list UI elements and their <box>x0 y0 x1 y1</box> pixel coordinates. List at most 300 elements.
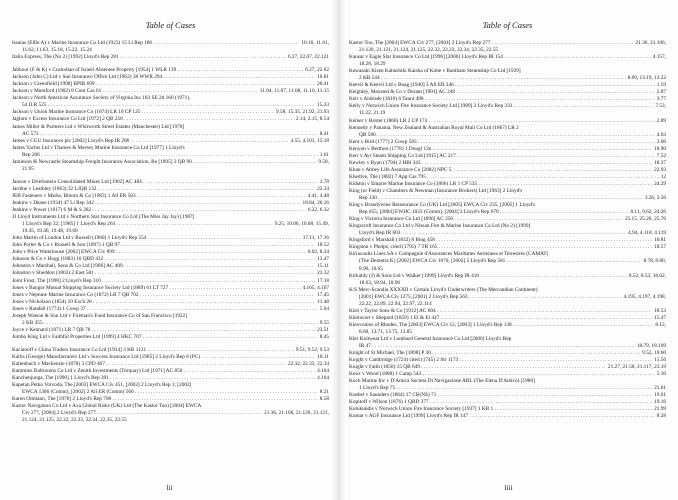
case-entry-line <box>349 378 666 385</box>
paragraph-references: 12 <box>660 173 666 180</box>
case-entry-line <box>349 209 666 216</box>
paragraph-references: 20.41 <box>317 81 329 88</box>
paragraph-references: 7.53, <box>655 103 666 110</box>
paragraph-references: 13.47 <box>317 256 329 263</box>
case-citation: Lloyd's Rep IR 603 . . . <box>359 230 626 237</box>
paragraph-references: 3.26, 3.56 <box>644 195 666 202</box>
case-entry <box>12 109 329 116</box>
case-citation: 18.28, 18.29 <box>359 61 386 68</box>
case-citation: Jackson v Mumford (1902) 8 Com Cas 61 . . . <box>12 88 258 95</box>
case-entry-line <box>349 266 666 273</box>
case-entry <box>12 179 329 186</box>
paragraph-references: 6.27, 22.62 <box>305 67 329 74</box>
paragraph-references: 17.45 <box>317 291 329 298</box>
case-entry-line <box>349 223 666 230</box>
case-entry-line <box>12 102 329 109</box>
case-citation: Kingscroft Insurance Co Ltd v Nissan Fire & Marine Insurance Co Ltd (No 2) [1999] <box>349 223 531 230</box>
case-citation: John v Price Waterhouse [2002] EWCA Civ 899 . . . <box>12 249 306 256</box>
paragraph-references: 21.36, 21.106, 21.120, 21.121, <box>264 410 329 417</box>
paragraph-references: 8.11, 9.62, 24.26 <box>630 209 666 216</box>
entry-group <box>12 179 329 341</box>
case-citation: Jaglom v Excess Insurance Co Ltd [1972] 2 QB 250 . . . <box>12 116 294 123</box>
paragraph-references: 10.81 <box>317 74 329 81</box>
case-entry-line <box>349 47 666 54</box>
case-entry <box>12 375 329 382</box>
case-citation: Kelner v Baxter (1866) LR 2 CP 174 . . . <box>349 118 655 125</box>
case-entry-line <box>12 200 329 207</box>
case-citation: Rep 130 . . . <box>359 195 643 202</box>
case-entry-line <box>349 350 666 357</box>
case-entry <box>349 125 666 139</box>
case-entry <box>349 237 666 244</box>
case-citation: Kastor Too, The [2004] EWCA Civ 277, [2004] 2 Lloyd's Rep 277 . . . <box>349 40 634 47</box>
case-entry-line <box>12 403 329 410</box>
paragraph-references: 8.58 <box>319 396 329 403</box>
case-entry <box>12 214 329 235</box>
paragraph-references: 4.195, 4.197, 4.198, <box>623 293 666 300</box>
case-entry-line <box>349 357 666 364</box>
case-entry-line <box>349 294 666 301</box>
case-entry <box>12 242 329 249</box>
case-citation: 2 KB 355 . . . <box>22 320 318 327</box>
paragraph-references: 18.57 <box>654 244 666 251</box>
case-citation: Jackson (John C) Ltd v Sun Insurance Office Ltd (1962) 38 WWR 294 . . . <box>12 74 315 81</box>
case-entry-line <box>12 389 329 396</box>
paragraph-references: 24.29 <box>654 180 666 187</box>
case-citation: Kanchenjunga, The [1990] 1 Lloyd's Rep 391 . . . <box>12 375 315 382</box>
case-entry <box>12 403 329 424</box>
case-list-right <box>349 40 666 421</box>
case-citation: John Martin of London Ltd v Russell (1960) 1 Lloyd's Rep 554 . . . <box>12 235 301 242</box>
case-entry-line <box>349 280 666 287</box>
case-citation: 21.120, 21.121, 21.124, 21.125, 22.32, 22.33, 22.34, 22.35, 22.55 <box>359 47 499 54</box>
paragraph-references: 8.02, 8.34 <box>307 249 329 256</box>
case-citation: Kammins Ballrooms Co Ltd v Zenith Investments (Torquay) Ltd [1971] AC 850 . . . <box>12 368 315 375</box>
case-entry-line <box>12 54 329 61</box>
case-citation: 54 ILR 525 . . . <box>22 102 315 109</box>
paragraph-references: 18.53 <box>654 307 666 314</box>
case-citation: JJ Lloyd Instruments Ltd v Northern Star Insurance Co Ltd (The Miss Jay Jay) [1987] <box>12 214 195 221</box>
case-entry <box>349 89 666 96</box>
case-entry-line <box>12 159 329 166</box>
case-entry <box>12 138 329 145</box>
paragraph-references: 3.77 <box>656 96 666 103</box>
case-citation: Knox v Wood (1808) 1 Camp 543 . . . <box>349 371 655 378</box>
paragraph-references: 3.06 <box>656 138 666 145</box>
case-citation: Jones v Randall (1774) 1 Cowp 37 . . . <box>12 306 318 313</box>
case-entry-line <box>12 313 329 320</box>
paragraph-references: 8.41 <box>319 130 329 137</box>
case-entry-line <box>349 315 666 322</box>
case-citation: Jones v Nicholson (1854) 10 Exch 28 . . . <box>12 299 315 306</box>
case-entry <box>12 327 329 334</box>
case-citation: Keir v Andrade (1816) 6 Taunt 498 . . . <box>349 96 655 103</box>
case-citation: 22.22, 22.89, 22.94, 22.97, 22.114 <box>359 300 432 307</box>
case-entry-line <box>12 88 329 95</box>
case-citation: James Yachts Ltd v Thames & Mersey Marine Insurance Co Ltd [1977] 1 Lloyd's <box>12 144 185 151</box>
case-entry-line <box>12 193 329 200</box>
case-entry-line <box>12 47 329 54</box>
case-citation: James Miller & Partners Ltd v Whitworth Street Estates (Manchester) Ltd [1970] <box>12 123 185 130</box>
page-header-left: Table of Cases <box>145 20 196 30</box>
case-entry <box>349 174 666 181</box>
paragraph-references: 4.164 <box>317 368 329 375</box>
case-citation: Jabbour (F & K) v Custodian of Israeli Absentee Property [1954] 1 WLR 139 . . . <box>12 67 303 74</box>
case-citation: 8.60, 13.71, 13.75, 13.85 <box>359 328 412 335</box>
case-entry <box>12 88 329 95</box>
case-citation: Kastor Navigation Co Ltd v Axa Global Risks (UK) Ltd (The Kastor Too) [2004] EWCA <box>12 403 202 410</box>
case-citation: Civ 277, [2004] 2 Lloyd's Rep 277 . . . <box>22 410 262 417</box>
paragraph-references: 5.10 <box>656 371 666 378</box>
case-entry <box>349 181 666 188</box>
case-citation: Kopitoff v Wilson (1876) 1 QBD 377 . . . <box>349 399 652 406</box>
case-entry-line <box>349 343 666 350</box>
case-citation: King (or Field) v Chambers & Newman (Insurance Brokers) Ltd [1963] 2 Lloyd's <box>349 187 523 194</box>
paragraph-references: 9.51, 9.52, 9.53 <box>295 346 329 353</box>
case-citation: Jones v Neptune Marine Insurance Co (1872) LR 7 QB 702 . . . <box>12 292 315 299</box>
case-citation: JEB Fasteners v Marks, Bloom & Co [1983] 1 All ER 583 . . . <box>12 193 306 200</box>
case-citation: Kulukundis v Norwich Union Fire Insurance Society [1937] 1 KB 1 . . . <box>349 406 652 413</box>
case-entry-line <box>349 153 666 160</box>
case-entry-line <box>349 89 666 96</box>
paragraph-references: 9.55 <box>319 319 329 326</box>
case-entry <box>12 347 329 354</box>
case-citation: Kirkaldy (J) & Sons Ltd v Walker [1999] Lloyd's Rep IR 410 . . . <box>349 273 627 280</box>
case-citation: Kennedy v Panama, New Zealand & Australian Royal Mail Co Ltd (1867) LR 2 <box>349 124 519 131</box>
case-entry-line <box>349 61 666 68</box>
case-entry <box>349 68 666 82</box>
case-entry <box>12 354 329 361</box>
case-entry <box>349 216 666 223</box>
paragraph-references: 4.03 <box>656 131 666 138</box>
case-entry-line <box>349 230 666 237</box>
case-entry <box>349 357 666 364</box>
paragraph-references: 21.61 <box>654 385 666 392</box>
case-entry-line <box>12 242 329 249</box>
case-citation: Jones v Bangor Mutual Shipping Insurance Society Ltd (1889) 61 LT 727 . . . <box>12 285 301 292</box>
case-citation: 18.63, 18.94, 18.96 <box>359 279 401 286</box>
case-citation: Joint Frost, The [1998] 2 Lloyd's Rep 310 . . . <box>12 278 315 285</box>
paragraph-references: 23.51 <box>317 326 329 333</box>
case-entry <box>12 334 329 341</box>
case-entry-line <box>349 392 666 399</box>
page-number-left: lii <box>166 483 173 492</box>
case-entry-line <box>12 368 329 375</box>
case-entry <box>349 399 666 406</box>
case-entry-line <box>349 110 666 117</box>
paragraph-references: 17.11, 17.16 <box>302 235 329 242</box>
case-citation: Kaltenbach v Mackenzie (1878) 3 CPD 467 . . . <box>12 361 286 368</box>
paragraph-references: 19.16 <box>654 399 666 406</box>
case-citation: Kiriacoulis Lines SA v Compagnie d'Assurances Maritimes Aeriennes et Terrestres (CAMAT) <box>349 251 549 258</box>
case-entry <box>349 96 666 103</box>
case-entry-line <box>12 361 329 368</box>
case-entry <box>12 306 329 313</box>
case-entry-line <box>12 285 329 292</box>
case-citation: Kausar v Eagle Star Insurance Co Ltd [1996] [2000] Lloyd's Rep IR 154 . . . <box>349 54 651 61</box>
paragraph-references: 6.27, 22.67, 22.121 <box>287 54 329 61</box>
paragraph-references: 11.04, 11.07, 11.08, 11.10, 11.15 <box>259 88 329 95</box>
case-entry <box>349 308 666 315</box>
case-entry <box>12 186 329 193</box>
case-entry <box>12 40 329 54</box>
case-citation: Knight v Faith (1850) 15 QB 649 . . . <box>349 364 606 371</box>
case-entry-line <box>12 235 329 242</box>
case-entry <box>12 95 329 109</box>
case-entry-line <box>12 320 329 327</box>
case-entry <box>12 396 329 403</box>
case-entry <box>349 167 666 174</box>
paragraph-references: 8.52, 8.53, 18.62, <box>628 272 666 279</box>
case-entry-line <box>349 202 666 209</box>
case-entry-line <box>12 396 329 403</box>
case-entry-line <box>12 327 329 334</box>
page-number-right: liii <box>504 483 513 492</box>
paragraph-references: 4.165, 4.167 <box>302 284 329 291</box>
case-citation: Keighley, Maxsted & Co v Durant [1901] AC 240 . . . <box>349 89 655 96</box>
paragraph-references: 2.14, 2.15, 8.54 <box>295 116 329 123</box>
case-entry-line <box>12 375 329 382</box>
paragraph-references: 18.79, 18.109 <box>636 343 666 350</box>
case-entry <box>12 116 329 123</box>
case-citation: Kingsford v Marshall (1832) 8 Bing 458 . . . <box>349 237 652 244</box>
case-entry <box>12 235 329 242</box>
case-citation: Koebel v Saunders (1864) 17 CB(NS) 71 . . . <box>349 392 652 399</box>
case-entry <box>12 124 329 138</box>
case-entry <box>349 378 666 392</box>
case-entry-line <box>12 40 329 47</box>
case-citation: AC 572 . . . <box>22 131 318 138</box>
case-entry <box>349 406 666 413</box>
case-entry-line <box>12 354 329 361</box>
case-citation: John Porter & Co v Russell & Son (1897) 1 QB 97 . . . <box>12 242 315 249</box>
paragraph-references: 2.89 <box>656 117 666 124</box>
case-entry-line <box>12 109 329 116</box>
case-entry-line <box>12 116 329 123</box>
case-entry-line <box>349 371 666 378</box>
case-entry <box>349 251 666 272</box>
paragraph-references: 23.32 <box>317 270 329 277</box>
case-entry-line <box>349 385 666 392</box>
case-entry <box>349 273 666 287</box>
paragraph-references: 10.81 <box>654 237 666 244</box>
case-entry-line <box>12 228 329 235</box>
case-entry <box>12 145 329 159</box>
case-entry <box>349 350 666 357</box>
case-entry <box>349 146 666 153</box>
paragraph-references: 11.56 <box>654 357 666 364</box>
paragraph-references: 21.27, 21.50, 21.117, 23.19 <box>607 364 666 371</box>
case-entry-line <box>349 237 666 244</box>
case-citation: Rep 655; [2004] EWHC 1033 (Comm), [2004] 2 Lloyd's Rep 670 . . . <box>359 209 628 216</box>
case-citation: Jackson v Union Marine Insurance Co (1874) LR 10 CP 125 . . . <box>12 109 274 116</box>
case-entry-line <box>12 145 329 152</box>
case-citation: Italia Express, The (No 2) [1992] Lloyd's Rep 281 . . . <box>12 54 286 61</box>
case-citation: King v Victoria Insurance Co Ltd [1896] AC 250 . . . <box>349 216 623 223</box>
case-entry <box>12 382 329 396</box>
case-entry <box>12 159 329 173</box>
case-entry-line <box>349 322 666 329</box>
case-citation: Kidston v Empire Marine Insurance Co (1866) LR 1 CP 535 . . . <box>349 181 652 188</box>
case-entry <box>12 270 329 277</box>
case-entry-line <box>349 82 666 89</box>
case-entry <box>12 285 329 292</box>
case-citation: Kacianoff v China Traders Insurance Co Ltd [1914] 3 KB 1121 . . . <box>12 347 294 354</box>
paragraph-references: 3.78 <box>319 178 329 185</box>
paragraph-references: 19.61 <box>654 392 666 399</box>
case-citation: Kler Knitwear Ltd v Lombard General Insurance Co Ltd [2000] Lloyd's Rep <box>349 335 512 342</box>
case-citation: Jackson v North American Assurance Society of Virginia Inc 183 SE 2d 160 (1971), <box>12 95 191 102</box>
case-citation: Joseph Watson & Son Ltd v Fireman's Fund Insurance Co of San Francisco [1922] <box>12 312 188 319</box>
case-entry <box>12 361 329 368</box>
case-citation: Knight v Cambridge (1724) cited (1745) 2 Str 1173 . . . <box>349 357 652 364</box>
paragraph-references: 21.36, 21.106, <box>635 40 666 46</box>
case-entry-line <box>349 413 666 420</box>
case-entry-line <box>349 54 666 61</box>
paragraph-references: 4.55, 4.101, 15.18 <box>290 137 329 144</box>
paragraph-references: 8.09, 13.19, 13.22 <box>627 75 666 82</box>
paragraph-references: 8.28 <box>656 413 666 420</box>
case-entry-line <box>12 263 329 270</box>
case-entry-line <box>12 152 329 159</box>
paragraph-references: 22.34 <box>317 185 329 192</box>
case-entry <box>12 249 329 256</box>
case-entry <box>349 103 666 117</box>
case-entry-line <box>349 75 666 82</box>
case-citation: 21.95 <box>22 165 34 172</box>
case-citation: (The Demetra K) [2002] EWCA Civ 1070, [2002] 2 Lloyd's Rep 581 . . . <box>359 258 641 265</box>
case-citation: IR 47 . . . <box>359 343 635 350</box>
case-citation: Jenkins v Power (1817) 6 M & S 282 . . . <box>12 207 306 214</box>
paragraph-references: 22.93 <box>654 166 666 173</box>
case-entry-line <box>12 138 329 145</box>
case-entry-line <box>12 67 329 74</box>
case-entry-line <box>349 174 666 181</box>
right-page <box>339 0 678 500</box>
case-citation: Kingston v Phelps, cited (1795) 7 TR 165 . . . <box>349 244 652 251</box>
paragraph-references: 2.87 <box>656 89 666 96</box>
paragraph-references: 15.23 <box>317 102 329 109</box>
case-citation: QB 580 . . . <box>359 132 655 139</box>
case-entry <box>349 364 666 371</box>
case-entry-line <box>12 256 329 263</box>
case-entry-line <box>349 329 666 336</box>
entry-group <box>349 40 666 421</box>
case-entry-line <box>12 124 329 131</box>
case-citation: K/S Merc-Scandia XXXXII v Certain Lloyd's Underwriters (The Mercandian Continent) <box>349 286 538 293</box>
case-entry-line <box>349 132 666 139</box>
paragraph-references: 8.21 <box>319 389 329 396</box>
case-citation: [2001] EWCA Civ 1275, [2001] 2 Lloyd's Rep 563 . . . <box>359 294 622 301</box>
case-citation: 1 Lloyd's Rep 32; [1985] 1 Lloyd's Rep 264 . . . <box>22 221 273 228</box>
case-entry <box>12 256 329 263</box>
case-citation: Johnston v Sheddon (1802) 2 East 581 . . . <box>12 270 315 277</box>
case-entry-line <box>349 195 666 202</box>
paragraph-references: 17.18 <box>317 277 329 284</box>
case-entry-line <box>12 81 329 88</box>
case-entry <box>12 54 329 61</box>
paragraph-references: 10.16, 11.61, <box>301 40 329 46</box>
case-entry-line <box>349 273 666 280</box>
entry-group <box>12 40 329 61</box>
paragraph-references: 5.04 <box>319 305 329 312</box>
case-entry-line <box>349 287 666 294</box>
paragraph-references: 18.52 <box>317 242 329 249</box>
case-entry <box>12 292 329 299</box>
case-entry <box>349 371 666 378</box>
case-citation: Johnston v Marshall, Sons & Co Ltd [1906] AC 409 . . . <box>12 263 315 270</box>
case-entry <box>12 207 329 214</box>
entry-group <box>12 347 329 425</box>
case-entry <box>349 392 666 399</box>
entry-group <box>12 67 329 173</box>
case-citation: Rep 206 . . . <box>22 152 318 159</box>
case-citation: Jardine v Leathley (1863) 32 LJQB 132 . . . <box>12 186 315 193</box>
case-entry-line <box>349 103 666 110</box>
case-citation: Kleinwort v Shepard (1859) 1 El & El 447 . . . <box>349 315 652 322</box>
case-entry-line <box>12 221 329 228</box>
case-citation: Khedive, The (1882) 7 App Cas 795 . . . <box>349 174 659 181</box>
paragraph-references: 9.52, 10.60 <box>642 350 666 357</box>
paragraph-references: 18.84, 26.16 <box>302 199 329 206</box>
case-citation: Kenyon v Berthon (1778) 1 Dougl 12n . . . <box>349 146 652 153</box>
paragraph-references: 1.59 <box>656 82 666 89</box>
case-citation: 19.45, 19.46, 19.48, 19.60 <box>22 228 78 235</box>
case-entry-line <box>12 95 329 102</box>
paragraph-references: 4.41, 4.48 <box>307 192 329 199</box>
case-entry <box>12 67 329 74</box>
case-entry <box>349 188 666 202</box>
case-citation: Knight of St Michael, The [1898] P 30 . . . <box>349 350 640 357</box>
case-entry-line <box>12 166 329 173</box>
paragraph-references: 9.25, 10.06, 10.08, 15.49, <box>274 221 329 228</box>
case-entry-line <box>349 139 666 146</box>
case-citation: Karen Oltmann, The [1976] 2 Lloyd's Rep 708 . . . <box>12 396 318 403</box>
case-citation: Issaias (Elfie A) v Marine Insurance Co Ltd (1923) 15 Ll Rep 186 . . . <box>12 40 299 47</box>
case-citation: Koch Marine Inc v D'Amica Societa Di Navigazione ARL (The Elena D'Amico) [1980] <box>349 378 535 385</box>
case-citation: Kumar v AGF Insurance Ltd [1999] Lloyd's Rep IR 147 . . . <box>349 413 655 420</box>
paragraph-references: 7.52 <box>656 152 666 159</box>
paragraph-references: 15.11 <box>317 263 329 270</box>
paragraph-references: 8.45 <box>319 333 329 340</box>
case-citation: Jackson v Greenfield [1998] BPIR 699 . . . <box>12 81 315 88</box>
case-entry-line <box>12 292 329 299</box>
case-entry-line <box>349 301 666 308</box>
case-entry <box>12 74 329 81</box>
case-citation: Keevil & Keevil Ltd v Boag [1940] 3 All ER 346 . . . <box>349 82 655 89</box>
case-entry-line <box>349 308 666 315</box>
case-citation: James v CGU Insurance plc [2002] Lloyd's Rep IR 206 . . . <box>12 138 289 145</box>
case-entry-line <box>349 258 666 265</box>
case-entry <box>349 139 666 146</box>
case-entry-line <box>349 167 666 174</box>
case-entry <box>349 322 666 336</box>
case-entry <box>349 244 666 251</box>
paragraph-references: 18.37 <box>654 159 666 166</box>
case-list-left <box>12 40 329 424</box>
case-entry <box>12 193 329 200</box>
paragraph-references: 8.12, <box>655 321 666 328</box>
case-entry-line <box>12 306 329 313</box>
case-entry <box>349 413 666 420</box>
paragraph-references: 4.157, <box>652 54 666 61</box>
paragraph-references: 18.11 <box>317 353 329 360</box>
case-citation: 11.62, 11.63, 15.18, 15.22, 15.24 <box>22 47 92 54</box>
case-citation: Jamieson & Newcastle Steamship Freight Insurance Association, Re [1895] 2 QB 90 . . . <box>12 159 316 166</box>
case-entry <box>349 82 666 89</box>
case-entry <box>349 202 666 216</box>
case-entry <box>349 315 666 322</box>
